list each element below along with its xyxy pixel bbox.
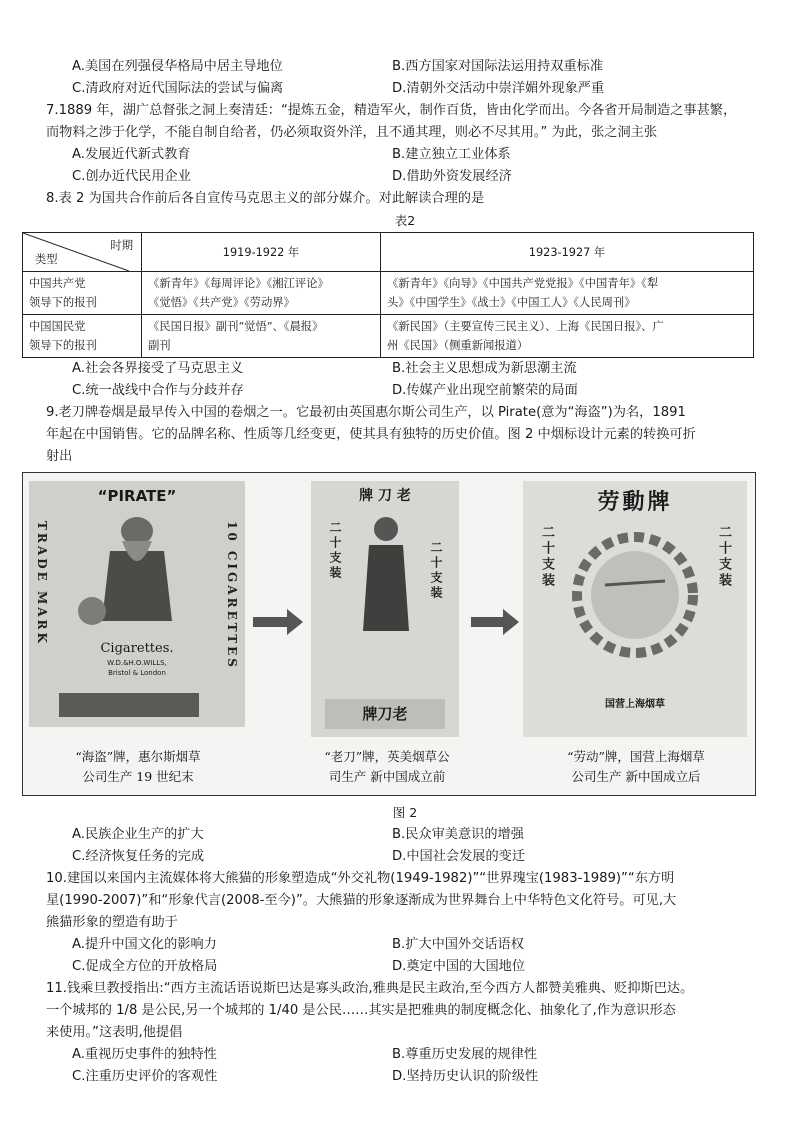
q6-option-a[interactable]: A.美国在列强侵华格局中居主导地位 bbox=[72, 59, 283, 74]
q10-stem-line: 10.建国以来国内主流媒体将大熊猫的形象塑造成“外交礼物(1949-1982)”“世界瑰宝(1983-1989)”“东方明 bbox=[46, 871, 675, 886]
q9-option-c[interactable]: C.经济恢复任务的完成 bbox=[72, 849, 205, 864]
q11-option-a[interactable]: A.重视历史事件的独特性 bbox=[72, 1047, 217, 1062]
labor-top: 劳動牌 bbox=[597, 489, 673, 515]
pirate-pack-image bbox=[29, 481, 245, 727]
old-knife-caption-line: “老刀”牌，英美烟草公 bbox=[324, 749, 450, 764]
q8-options-row1 bbox=[60, 358, 750, 380]
q9-option-d[interactable]: D.中国社会发展的变迁 bbox=[392, 849, 526, 864]
table-header-row bbox=[23, 233, 754, 272]
q11-options-row1 bbox=[60, 1044, 750, 1066]
row1-col2 bbox=[381, 272, 754, 315]
q11-options-row2 bbox=[60, 1066, 750, 1088]
old-knife-caption-line: 司生产 新中国成立前 bbox=[328, 769, 446, 784]
q11-stem-line: 11.钱乘旦教授指出:“西方主流话语说斯巴达是寡头政治,雅典是民主政治,至今西方人都赞美雅典、贬抑斯巴达。 bbox=[46, 981, 694, 996]
pirate-caption bbox=[33, 747, 243, 787]
gear-icon bbox=[565, 525, 705, 665]
pirate-maker: W.D.&H.O.WILLS, bbox=[107, 659, 167, 667]
table-row bbox=[23, 315, 754, 358]
table-row bbox=[23, 272, 754, 315]
q10-stem bbox=[46, 868, 750, 934]
figure-caption: 图 2 bbox=[392, 805, 418, 820]
old-knife-top: 牌 刀 老 bbox=[359, 488, 411, 504]
pirate-side-right: 10 CIGARETTES bbox=[225, 521, 239, 670]
q8-options-row2 bbox=[60, 380, 750, 402]
q7-option-d[interactable]: D.借助外资发展经济 bbox=[392, 169, 512, 184]
row1-col1-line: 《新青年》《每周评论》《湘江评论》 bbox=[148, 277, 329, 290]
row2-col1-line: 副刊 bbox=[148, 339, 171, 352]
q10-options-row1 bbox=[60, 934, 750, 956]
pirate-caption-line: 公司生产 19 世纪末 bbox=[82, 769, 194, 784]
labor-caption-line: 公司生产 新中国成立后 bbox=[571, 769, 701, 784]
q6-option-b[interactable]: B.西方国家对国际法运用持双重标准 bbox=[392, 59, 604, 74]
q6-options-row2 bbox=[60, 78, 750, 100]
q8-stem: 8.表 2 为国共合作前后各自宣传马克思主义的部分媒介。对此解读合理的是 bbox=[46, 191, 485, 206]
q9-options-row1 bbox=[60, 824, 750, 846]
header-period: 时期 bbox=[110, 239, 133, 252]
q9-option-b[interactable]: B.民众审美意识的增强 bbox=[392, 827, 524, 842]
q11-option-d[interactable]: D.坚持历史认识的阶级性 bbox=[392, 1069, 539, 1084]
old-knife-caption bbox=[305, 747, 469, 787]
labor-caption bbox=[529, 747, 743, 787]
labor-side-right: 二十支装 bbox=[716, 525, 731, 589]
q10-option-b[interactable]: B.扩大中国外交话语权 bbox=[392, 937, 524, 952]
q11-stem bbox=[46, 978, 750, 1044]
q10-stem-line: 熊猫形象的塑造有助于 bbox=[46, 915, 178, 930]
q9-options-row2 bbox=[60, 846, 750, 868]
q10-option-a[interactable]: A.提升中国文化的影响力 bbox=[72, 937, 217, 952]
row1-col1 bbox=[142, 272, 381, 315]
media-table bbox=[22, 232, 754, 358]
row2-col2-line: 州《民国》（侧重新闻报道） bbox=[387, 339, 529, 352]
q7-stem bbox=[46, 100, 750, 144]
row2-col1-line: 《民国日报》副刊“觉悟”、《晨报》 bbox=[148, 320, 324, 333]
table-caption: 表2 bbox=[394, 213, 416, 228]
q7-option-a[interactable]: A.发展近代新式教育 bbox=[72, 147, 191, 162]
row2-type-line: 领导下的报刊 bbox=[29, 339, 97, 352]
row1-col2-line: 头》《中国学生》《战士》《中国工人》《人民周刊》 bbox=[387, 296, 636, 309]
q7-stem-line: 7.1889 年，湖广总督张之洞上奏清廷：“提炼五金，精造军火，制作百货，皆由化学而出。今各省开局制造之事甚繁， bbox=[46, 103, 737, 118]
q8-option-b[interactable]: B.社会主义思想成为新思潮主流 bbox=[392, 361, 577, 376]
q8-option-c[interactable]: C.统一战线中合作与分歧并存 bbox=[72, 383, 244, 398]
pirate-title: “PIRATE” bbox=[97, 487, 177, 505]
q9-stem-line: 9.老刀牌卷烟是最早传入中国的卷烟之一。它最初由英国惠尔斯公司生产，以 Pirate(意为“海盗”)为名，1891 bbox=[46, 405, 686, 420]
q11-stem-line: 来使用。”这表明,他提倡 bbox=[46, 1025, 183, 1040]
old-knife-side-left: 二十支装 bbox=[328, 521, 342, 581]
row1-type bbox=[23, 272, 142, 315]
cigarette-figure bbox=[22, 472, 756, 796]
q8-option-a[interactable]: A.社会各界接受了马克思主义 bbox=[72, 361, 244, 376]
labor-maker: 国营上海烟草 bbox=[605, 699, 665, 710]
arrow-icon bbox=[471, 617, 505, 627]
q9-stem-line: 年起在中国销售。它的品牌名称、性质等几经变更，使其具有独特的历史价值。图 2 中烟标设计元素的转换可折 bbox=[46, 427, 696, 442]
q9-stem-line: 射出 bbox=[46, 449, 73, 464]
pirate-caption-line: “海盗”牌，惠尔斯烟草 bbox=[75, 749, 201, 764]
pirate-figure-icon bbox=[72, 511, 202, 631]
row1-col2-line: 《新青年》《向导》《中国共产党党报》《中国青年》《犁 bbox=[387, 277, 659, 290]
q7-options-row1 bbox=[60, 144, 750, 166]
row2-type-line: 中国国民党 bbox=[29, 320, 86, 333]
q10-option-c[interactable]: C.促成全方位的开放格局 bbox=[72, 959, 218, 974]
q8-option-d[interactable]: D.传媒产业出现空前繁荣的局面 bbox=[392, 383, 578, 398]
arrow-icon bbox=[253, 617, 289, 627]
labor-side-left: 二十支装 bbox=[539, 525, 554, 589]
q7-options-row2 bbox=[60, 166, 750, 188]
row2-col2 bbox=[381, 315, 754, 358]
exam-page bbox=[29, 56, 750, 1088]
pirate-side-left: TRADE MARK bbox=[35, 521, 49, 646]
header-type: 类型 bbox=[35, 253, 58, 266]
q6-option-c[interactable]: C.清政府对近代国际法的尝试与偏离 bbox=[72, 81, 284, 96]
row2-type bbox=[23, 315, 142, 358]
old-knife-bottom: 牌刀老 bbox=[325, 699, 445, 729]
q7-option-b[interactable]: B.建立独立工业体系 bbox=[392, 147, 511, 162]
table-corner-cell bbox=[23, 233, 142, 272]
q6-option-d[interactable]: D.清朝外交活动中崇洋媚外现象严重 bbox=[392, 81, 605, 96]
q9-option-a[interactable]: A.民族企业生产的扩大 bbox=[72, 827, 204, 842]
old-knife-pack-image bbox=[311, 481, 459, 737]
q10-stem-line: 星(1990-2007)”和“形象代言(2008-至今)”。大熊猫的形象逐渐成为世界舞台上中华特色文化符号。可见,大 bbox=[46, 893, 677, 908]
row1-col1-line: 《觉悟》《共产党》《劳动界》 bbox=[148, 296, 295, 309]
q10-options-row2 bbox=[60, 956, 750, 978]
old-knife-side-right: 二十支装 bbox=[429, 541, 443, 601]
q10-option-d[interactable]: D.奠定中国的大国地位 bbox=[392, 959, 526, 974]
pirate-city: Bristol & London bbox=[108, 669, 166, 677]
q11-option-c[interactable]: C.注重历史评价的客观性 bbox=[72, 1069, 218, 1084]
q7-option-c[interactable]: C.创办近代民用企业 bbox=[72, 169, 191, 184]
labor-caption-line: “劳动”牌，国营上海烟草 bbox=[567, 749, 705, 764]
q11-option-b[interactable]: B.尊重历史发展的规律性 bbox=[392, 1047, 538, 1062]
q7-stem-line: 而物料之涉于化学，不能自制自给者，仍必须取资外洋，且不通其理，则必不尽其用。” 为此，张之洞主张 bbox=[46, 125, 658, 140]
pirate-bottom-band bbox=[59, 693, 199, 717]
labor-pack-image bbox=[523, 481, 747, 737]
header-col2: 1923-1927 年 bbox=[381, 233, 754, 272]
pirate-brand: Cigarettes. bbox=[100, 641, 174, 656]
row1-type-line: 中国共产党 bbox=[29, 277, 86, 290]
row2-col1 bbox=[142, 315, 381, 358]
q6-options-row1 bbox=[60, 56, 750, 78]
old-knife-figure-icon bbox=[351, 511, 421, 641]
row2-col2-line: 《新民国》（主要宣传三民主义）、上海《民国日报》、广 bbox=[387, 320, 664, 333]
q11-stem-line: 一个城邦的 1/8 是公民,另一个城邦的 1/40 是公民……其实是把雅典的制度概念化、抽象化了,作为意识形态 bbox=[46, 1003, 676, 1018]
row1-type-line: 领导下的报刊 bbox=[29, 296, 97, 309]
q9-stem bbox=[46, 402, 750, 468]
header-col1: 1919-1922 年 bbox=[142, 233, 381, 272]
